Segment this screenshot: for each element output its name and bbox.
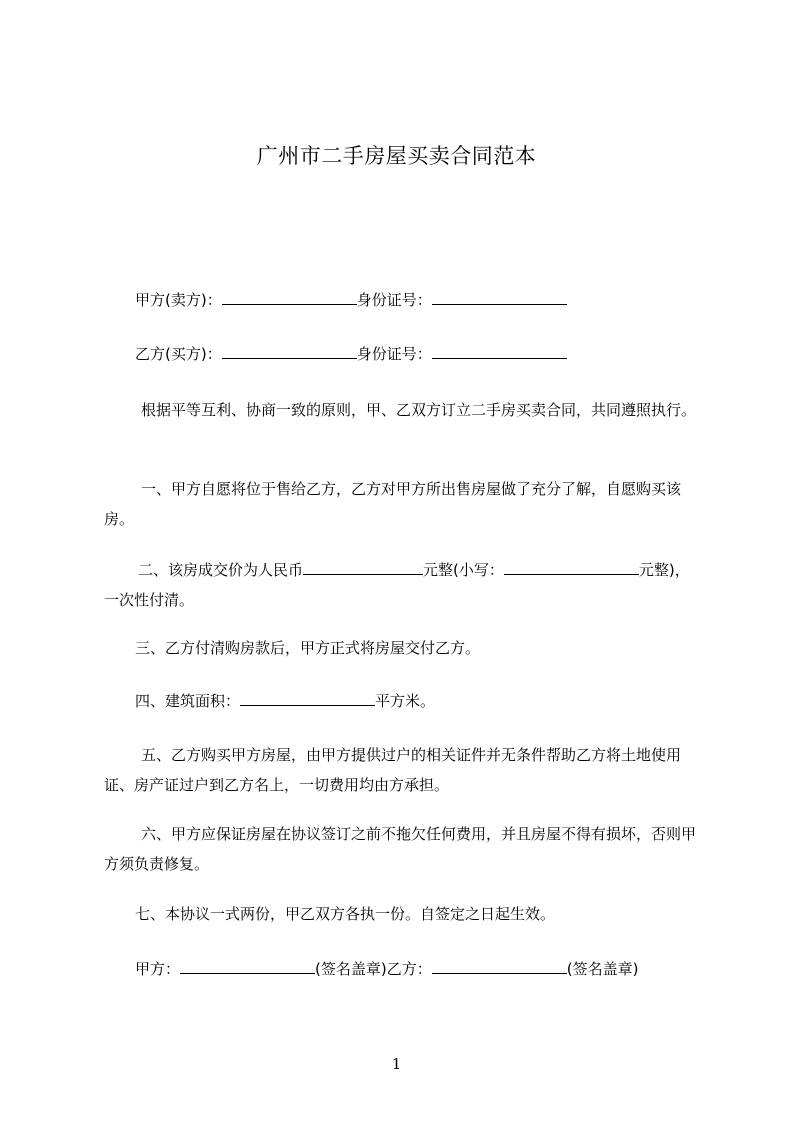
clause-2-paragraph [104, 555, 704, 615]
price-figures-blank[interactable] [504, 558, 639, 575]
price-words-blank[interactable] [303, 558, 423, 575]
signature-party-a-blank[interactable] [180, 957, 315, 974]
clause-4-line [135, 686, 695, 716]
clause-1-paragraph: 一、甲方自愿将位于售给乙方，乙方对甲方所出售房屋做了充分了解，自愿购买该房。 [104, 480, 682, 528]
document-title: 广州市二手房屋买卖合同范本 [256, 144, 537, 168]
party-b-id-blank[interactable] [432, 342, 567, 359]
party-a-line [135, 285, 695, 315]
signature-seal-a: (签名盖章) [315, 960, 387, 978]
clause-7-paragraph: 七、本协议一式两份，甲乙双方各执一份。自签定之日起生效。 [135, 905, 556, 923]
page-number: 1 [391, 1055, 402, 1073]
clause-2-suffix: 元整)，一次性付清。 [104, 561, 690, 609]
party-a-id-label: 身份证号： [356, 291, 432, 309]
signature-line [135, 954, 695, 984]
clause-4-suffix: 平方米。 [375, 692, 436, 710]
party-a-name-blank[interactable] [222, 288, 357, 305]
signature-seal-b: (签名盖章) [566, 960, 639, 978]
party-a-label: 甲方(卖方)： [135, 291, 222, 309]
clause-2-prefix: 二、该房成交价为人民币 [138, 561, 304, 579]
clause-4-prefix: 四、建筑面积： [135, 692, 241, 710]
signature-party-b-blank[interactable] [432, 957, 567, 974]
clause-3-paragraph: 三、乙方付清购房款后，甲方正式将房屋交付乙方。 [135, 639, 481, 657]
party-b-id-label: 身份证号： [356, 345, 432, 363]
clause-6-paragraph: 六、甲方应保证房屋在协议签订之前不拖欠任何费用，并且房屋不得有损坏，否则甲方须负责修复。 [104, 825, 697, 873]
signature-party-b-label: 乙方： [386, 960, 432, 978]
signature-party-a-label: 甲方： [135, 960, 181, 978]
clause-5-paragraph: 五、乙方购买甲方房屋，由甲方提供过户的相关证件并无条件帮助乙方将土地使用证、房产证过户到乙方名上，一切费用均由方承担。 [104, 746, 682, 794]
area-blank[interactable] [240, 689, 375, 706]
party-a-id-blank[interactable] [432, 288, 567, 305]
party-b-name-blank[interactable] [222, 342, 357, 359]
clause-2-middle: 元整(小写： [423, 561, 504, 579]
party-b-label: 乙方(买方)： [135, 345, 222, 363]
party-b-line [135, 339, 695, 369]
preamble-paragraph: 根据平等互利、协商一致的原则，甲、乙双方订立二手房买卖合同，共同遵照执行。 [141, 401, 697, 419]
